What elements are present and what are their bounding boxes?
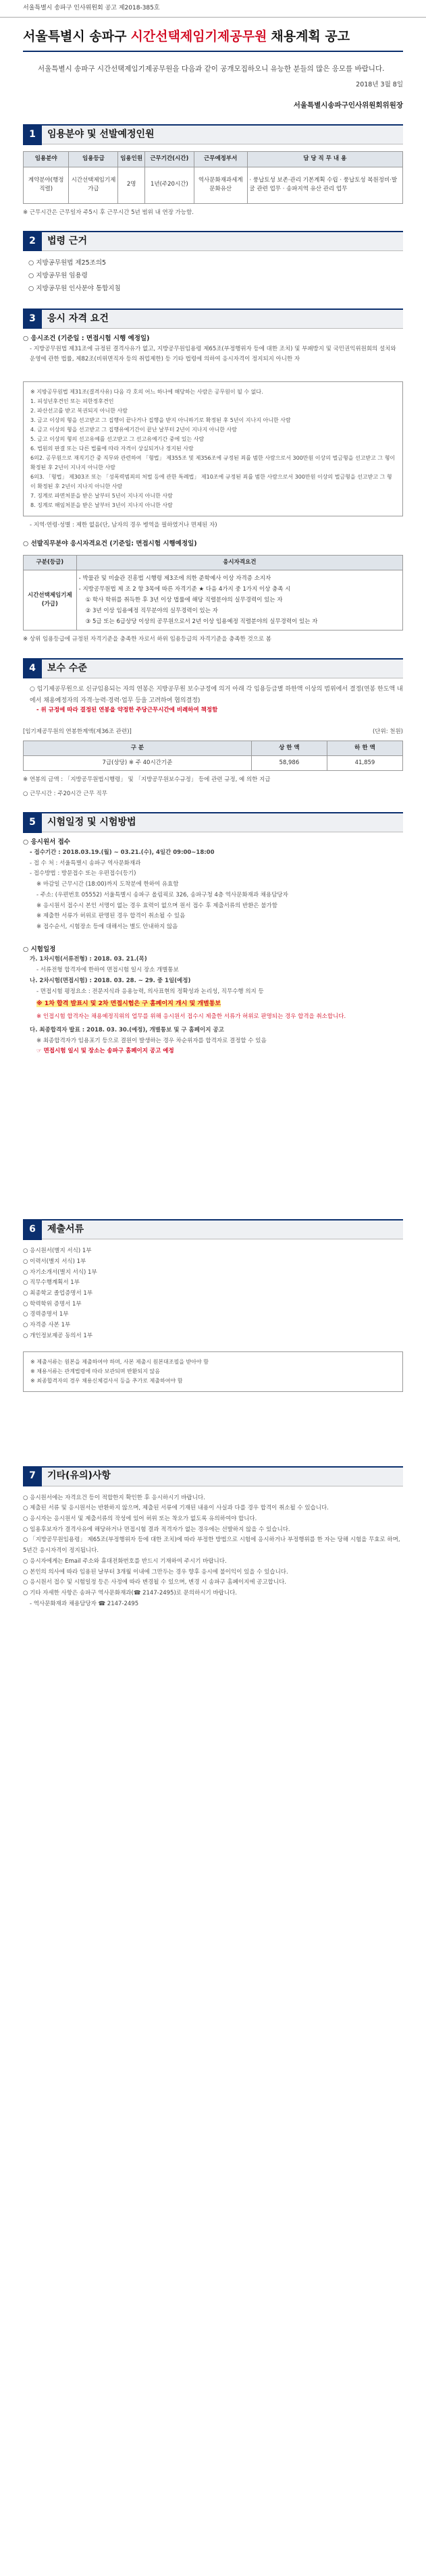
- th: 임용분야: [24, 152, 69, 167]
- title-part2: 시간선택제임기제공무원: [130, 29, 267, 44]
- top-bar: [0, 0, 426, 18]
- doc-item: ○ 자격증 사본 1부: [23, 1322, 71, 1329]
- th: 근무예정부서: [194, 152, 247, 167]
- cell: 2명: [118, 167, 144, 203]
- box-line: 8. 징계로 해임처분을 받은 날부터 3년이 지나지 아니한 사람: [30, 502, 173, 509]
- notice-date: 2018년 3월 8일: [356, 81, 403, 89]
- etc-item: ○ 응시자는 응시원서 및 제출서류의 작성에 있어 허위 또는 착오가 없도록 유의하여야 합니다.: [23, 1515, 257, 1523]
- qual-line: - 박물관 및 미술관 진흥법 시행령 제3조에 의한 준학예사 이상 자격증 소지자: [78, 574, 271, 582]
- qual-cell: [76, 570, 402, 630]
- cell: 계약분야(행정직렬): [24, 167, 69, 203]
- page: [0, 27, 426, 1610]
- doc-note: ※ 채용서류는 관계법령에 따라 보관되며 반환되지 않음: [30, 1368, 160, 1374]
- doc-notes-box: [23, 1351, 403, 1392]
- schedule-warning: ※ 인접시험 합격자는 채용예정직위의 업무를 위해 응시원서 접수시 제출한 서류가 허위로 판명되는 경우 합격을 취소합니다.: [36, 1013, 346, 1021]
- th: 근무기간(시간): [144, 152, 194, 167]
- qual-line: - 지방공무원법 제 조 2 항 3목에 따른 자격기준 ★ 다음 4가지 중 1가지 이상 충족 시: [78, 585, 291, 593]
- qual-subtitle: ○ 선발직무분야 응시자격요건 (기준일: 면접시험 시행예정일): [23, 539, 197, 547]
- box-line: 2. 파산선고를 받고 복권되지 아니한 사람: [30, 408, 128, 414]
- schedule-line: 다. 최종합격자 발표 : 2018. 03. 30.(예정), 개별통보 및 구 홈페이지 공고: [30, 1026, 224, 1034]
- th: 임용등급: [69, 152, 118, 167]
- cell: 1년(주20시간): [144, 167, 194, 203]
- qual-table: [23, 555, 403, 631]
- doc-item: ○ 경력증명서 1부: [23, 1311, 69, 1318]
- notice-number: 서울특별시 송파구 인사위원회 공고 제2018-385호: [23, 4, 160, 11]
- pay-emphasis: - 위 규정에 따라 결정된 연봉을 약정한 주당근무시간에 비례하여 책정함: [36, 707, 218, 714]
- title-block: [23, 27, 403, 52]
- intro-text: 서울특별시 송파구 시간선택제임기제공무원을 다음과 같이 공개모집하오니 유능한 분들의 많은 응모를 바랍니다.: [38, 65, 385, 74]
- schedule-line: - 주소: (우편번호 05552) 서울특별시 송파구 올림픽로 326, 송파구청 4층 역사문화재과 채용담당자: [36, 891, 288, 898]
- section-title: 보수 수준: [47, 662, 87, 674]
- schedule-heading: ○ 시험일정: [23, 945, 56, 953]
- section-7-header: [23, 1466, 403, 1486]
- issuer: 서울특별시송파구인사위원회위원장: [293, 101, 403, 110]
- schedule-line: - 면접시험 평정요소 : 전문지식과 응용능력, 의사표현의 정확성과 논리성, 직무수행 의지 등: [36, 988, 264, 995]
- section-title: 법령 근거: [47, 235, 87, 246]
- section-number: 3: [23, 308, 42, 329]
- box-line: 6. 법원의 판결 또는 다른 법률에 따라 자격이 상실되거나 정지된 사람: [30, 446, 194, 452]
- th: 담 당 직 무 내 용: [247, 152, 402, 167]
- cell: · 풍납토성 보존·관리 기본계획 수립 · 풍납토성 복원정비·발굴 관련 업무 · 송파지역 유산 관리 업무: [247, 167, 402, 203]
- th: 상 한 액: [251, 741, 327, 756]
- etc-item: ○ 기타 자세한 사항은 송파구 역사문화재과(☎ 2147-2495)로 문의하시기 바랍니다.: [23, 1590, 237, 1597]
- etc-item: ○ 본인의 의사에 따라 임용된 날부터 3개월 이내에 그만두는 경우 향후 응시에 불이익이 있을 수 있습니다.: [23, 1568, 288, 1576]
- qual-line: ③ 5급 또는 6급상당 이상의 공무원으로서 2년 이상 임용예정 직렬분야의 실무경력이 있는 자: [85, 618, 318, 626]
- cell: 시간선택제임기제(가급): [24, 570, 77, 630]
- section-3-header: [23, 308, 403, 329]
- pay-unit: (단위: 천원): [372, 728, 403, 736]
- section-title: 제출서류: [47, 1223, 84, 1235]
- etc-item: ○ 제출된 서류 및 응시원서는 반환하지 않으며, 제출된 서류에 기재된 내용이 사실과 다를 경우 합격이 취소될 수 있습니다.: [23, 1505, 329, 1512]
- contact-line: - 역사문화재과 채용담당자 ☎ 2147-2495: [30, 1600, 139, 1607]
- etc-item: ○ 임용후보자가 결격사유에 해당하거나 면접시험 결과 적격자가 없는 경우에는 선발하지 않을 수 있습니다.: [23, 1526, 290, 1533]
- section-number: 4: [23, 658, 42, 678]
- section-title: 시험일정 및 시험방법: [47, 816, 136, 828]
- pay-caption: [임기제공무원의 연봉한계액(제36조 관련)]: [23, 728, 132, 736]
- section-number: 7: [23, 1466, 42, 1486]
- box-line: 1. 피성년후견인 또는 피한정후견인: [30, 398, 114, 405]
- schedule-line: ※ 제출한 서류가 허위로 판명된 경우 합격이 취소될 수 있음: [36, 913, 186, 920]
- section-number: 5: [23, 813, 42, 833]
- cell: 58,986: [251, 756, 327, 771]
- schedule-line: ※ 최종합격자가 임용포기 등으로 결원이 발생하는 경우 차순위자를 합격자로 결정할 수 있음: [36, 1037, 267, 1044]
- qual-text: - 지방공무원법 제31조에 규정된 결격사유가 없고, 지방공무원임용령 제65조(부정행위자 등에 대한 조치) 및 부패방지 및 국민권익위원회의 설치와 운영에 관한 법률, 제82조(비위면직자 등의 취업제한) 등 기타 법령에 의하여 응시자격이 정지되지 아니한 자: [30, 345, 396, 363]
- schedule-line: - 접수기간 : 2018.03.19.(월) ~ 03.21.(수), 4일간 09:00~18:00: [30, 849, 215, 856]
- doc-note: ※ 최종합격자의 경우 채용신체검사서 등을 추가로 제출하여야 함: [30, 1377, 183, 1384]
- doc-item: ○ 자기소개서(별지 서식) 1부: [23, 1268, 97, 1276]
- schedule-line: ※ 응시원서 접수시 본인 서명이 없는 경우 효력이 없으며 원서 접수 후 제출서류의 반환은 불가함: [36, 902, 277, 909]
- title-part3: 채용계획 공고: [271, 29, 350, 44]
- doc-note: ※ 제출서류는 원본을 제출하여야 하며, 사본 제출시 원본대조필을 받아야 함: [30, 1358, 209, 1365]
- section-number: 6: [23, 1220, 42, 1240]
- cell: 7급(상당) ※ 주 40시간기준: [24, 756, 252, 771]
- box-line: ※ 지방공무원법 제31조(결격사유) 다음 각 호의 어느 하나에 해당하는 사람은 공무원이 될 수 없다.: [30, 389, 263, 396]
- section-title: 응시 자격 요건: [47, 313, 109, 324]
- highlight-text: ※ 1차 합격 발표시 및 2차 면접시험은 구 홈페이지 개시 및 개별통보: [36, 1000, 221, 1008]
- th: 구 분: [24, 741, 252, 756]
- box-line: 5. 금고 이상의 형의 선고유예를 선고받고 그 선고유예기간 중에 있는 사람: [30, 436, 205, 443]
- doc-item: ○ 개인정보제공 동의서 1부: [23, 1332, 93, 1339]
- doc-item: ○ 이력서(별지 서식) 1부: [23, 1258, 86, 1265]
- schedule-heading: ○ 응시원서 접수: [23, 838, 70, 847]
- th: 하 한 액: [327, 741, 402, 756]
- section-4-header: [23, 658, 403, 678]
- box-line: 4. 금고 이상의 형을 선고받고 그 집행유예기간이 끝난 날부터 2년이 지나지 아니한 사람: [30, 427, 237, 433]
- schedule-line: 나. 2차시험(면접시험) : 2018. 03. 28. ~ 29. 중 1일(예정): [30, 977, 191, 984]
- schedule-line: - 서류전형 합격자에 한하여 면접시험 일시 장소 개별통보: [36, 967, 179, 974]
- law-item: ○ 지방공무원 임용령: [28, 271, 88, 279]
- box-line: 3. 금고 이상의 형을 선고받고 그 집행이 끝나거나 집행을 받지 아니하기로 확정된 후 5년이 지나지 아니한 사람: [30, 417, 291, 424]
- table-note: ※ 근무시간은 근무일자 주5시 후 근무시간 5년 범위 내 연장 가능함.: [23, 209, 194, 216]
- section-number: 2: [23, 231, 42, 251]
- cell: 시간선택제임기제가급: [69, 167, 118, 203]
- pay-note: ○ 근무시간 : 주20시간 근무 직무: [23, 790, 107, 797]
- schedule-line: - 접수방법 : 방문접수 또는 우편접수(등기): [30, 870, 136, 878]
- section-title: 기타(유의)사항: [47, 1470, 111, 1482]
- schedule-line: ※ 접수순서, 시험장소 등에 대해서는 별도 안내하지 않음: [36, 923, 178, 931]
- schedule-line: ※ 마감일 근무시간 (18:00)까지 도착분에 한하여 유효함: [36, 881, 179, 888]
- section-title: 임용분야 및 선발예정인원: [47, 129, 155, 140]
- doc-item: ○ 직무수행계획서 1부: [23, 1279, 80, 1287]
- doc-item: ○ 최종학교 졸업증명서 1부: [23, 1290, 93, 1297]
- cell: 41,859: [327, 756, 402, 771]
- pay-text: ○ 임기제공무원으로 신규임용되는 자의 연봉은 지방공무원 보수규정에 의거 아래 각 임용등급별 하한액 이상의 범위에서 결정(연봉 한도액 내에서 채용예정자의 자격·능력·경력·업무 등을 고려하여 협의결정): [30, 685, 403, 704]
- schedule-line: 가. 1차시험(서류전형) : 2018. 03. 21.(목): [30, 956, 147, 963]
- law-item: ○ 지방공무원법 제25조의5: [28, 259, 107, 267]
- section-5-header: [23, 812, 403, 832]
- section-2-header: [23, 231, 403, 251]
- etc-item: ○ 「지방공무원임용령」 제65조(부정행위자 등에 대한 조치)에 따라 부정한 방법으로 시험에 응시하거나 부정행위를 한 자는 당해 시험을 무효로 하며, 5년간 응시자격이 정지됩니다.: [23, 1536, 400, 1555]
- recruit-table: [23, 151, 403, 203]
- disqualification-box: [23, 381, 403, 516]
- box-line: 6의3. 「형법」 제303조 또는 「성폭력범죄의 처벌 등에 관한 특례법」 제10조에 규정된 죄를 범한 사람으로서 300만원 이상의 벌금형을 선고받고 그 형이 확정된 후 2년이 지나지 아니한 사람: [30, 474, 392, 490]
- th: 응시자격요건: [76, 555, 402, 570]
- etc-item: ○ 응시원서 접수 및 시험일정 등은 사정에 따라 변경될 수 있으며, 변경 시 송파구 홈페이지에 공고합니다.: [23, 1579, 287, 1586]
- etc-item: ○ 응시자에게는 Email 주소와 휴대전화번호를 반드시 기재하여 주시기 바랍니다.: [23, 1557, 227, 1565]
- qual-note: ※ 상위 임용등급에 규정된 자격기준을 충족한 자로서 하위 임용등급의 자격기준을 충족한 것으로 봄: [23, 636, 271, 643]
- th: 구분(등급): [24, 555, 77, 570]
- qual-line: ② 3년 이상 임용예정 직무분야의 실무경력이 있는 자: [85, 608, 218, 615]
- pay-table: [23, 741, 403, 771]
- section-number: 1: [23, 125, 42, 145]
- etc-item: ○ 응시원서에는 자격요건 등이 적합한지 확인한 후 응시하시기 바랍니다.: [23, 1494, 205, 1501]
- pay-note: ※ 연봉의 금액 : 「지방공무원법시행령」 및 「지방공무원보수규정」 등에 관련 규정, 예 의한 지급: [23, 776, 271, 784]
- th: 임용인원: [118, 152, 144, 167]
- title-part1: 서울특별시 송파구: [23, 29, 127, 44]
- schedule-line: ☞ 면접시험 일시 및 장소는 송파구 홈페이지 공고 예정: [36, 1048, 174, 1055]
- qual-line: ① 학사 학위를 취득한 후 3년 이상 법률에 해당 직렬분야의 실무경력이 있는 자: [85, 597, 283, 604]
- box-line: 7. 징계로 파면처분을 받은 날부터 5년이 지나지 아니한 사람: [30, 493, 173, 500]
- qual-title: ○ 응시조건 (기준일 : 면접시험 시행 예정일): [23, 334, 150, 342]
- schedule-highlight: [36, 1000, 403, 1009]
- cell: 역사문화재과세계문화유산: [194, 167, 247, 203]
- doc-item: ○ 응시원서(별지 서식) 1부: [23, 1247, 92, 1255]
- section-6-header: [23, 1219, 403, 1239]
- schedule-line: - 접 수 처 : 서울특별시 송파구 역사문화재과: [30, 859, 141, 867]
- law-item: ○ 지방공무원 인사분야 통합지침: [28, 284, 121, 292]
- box-line: 6의2. 공무원으로 재직기간 중 직무와 관련하여 「형법」 제355조 및 제356조에 규정된 죄를 범한 사람으로서 300만원 이상의 벌금형을 선고받고 그 형이 확정된 후 2년이 지나지 아니한 사람: [30, 455, 396, 471]
- qual-text: - 지역·연령·성별 : 제한 없음(단, 남자의 경우 병역을 필하였거나 면제된 자): [30, 522, 217, 529]
- section-1-header: [23, 124, 403, 144]
- doc-item: ○ 학력학위 증명서 1부: [23, 1300, 82, 1308]
